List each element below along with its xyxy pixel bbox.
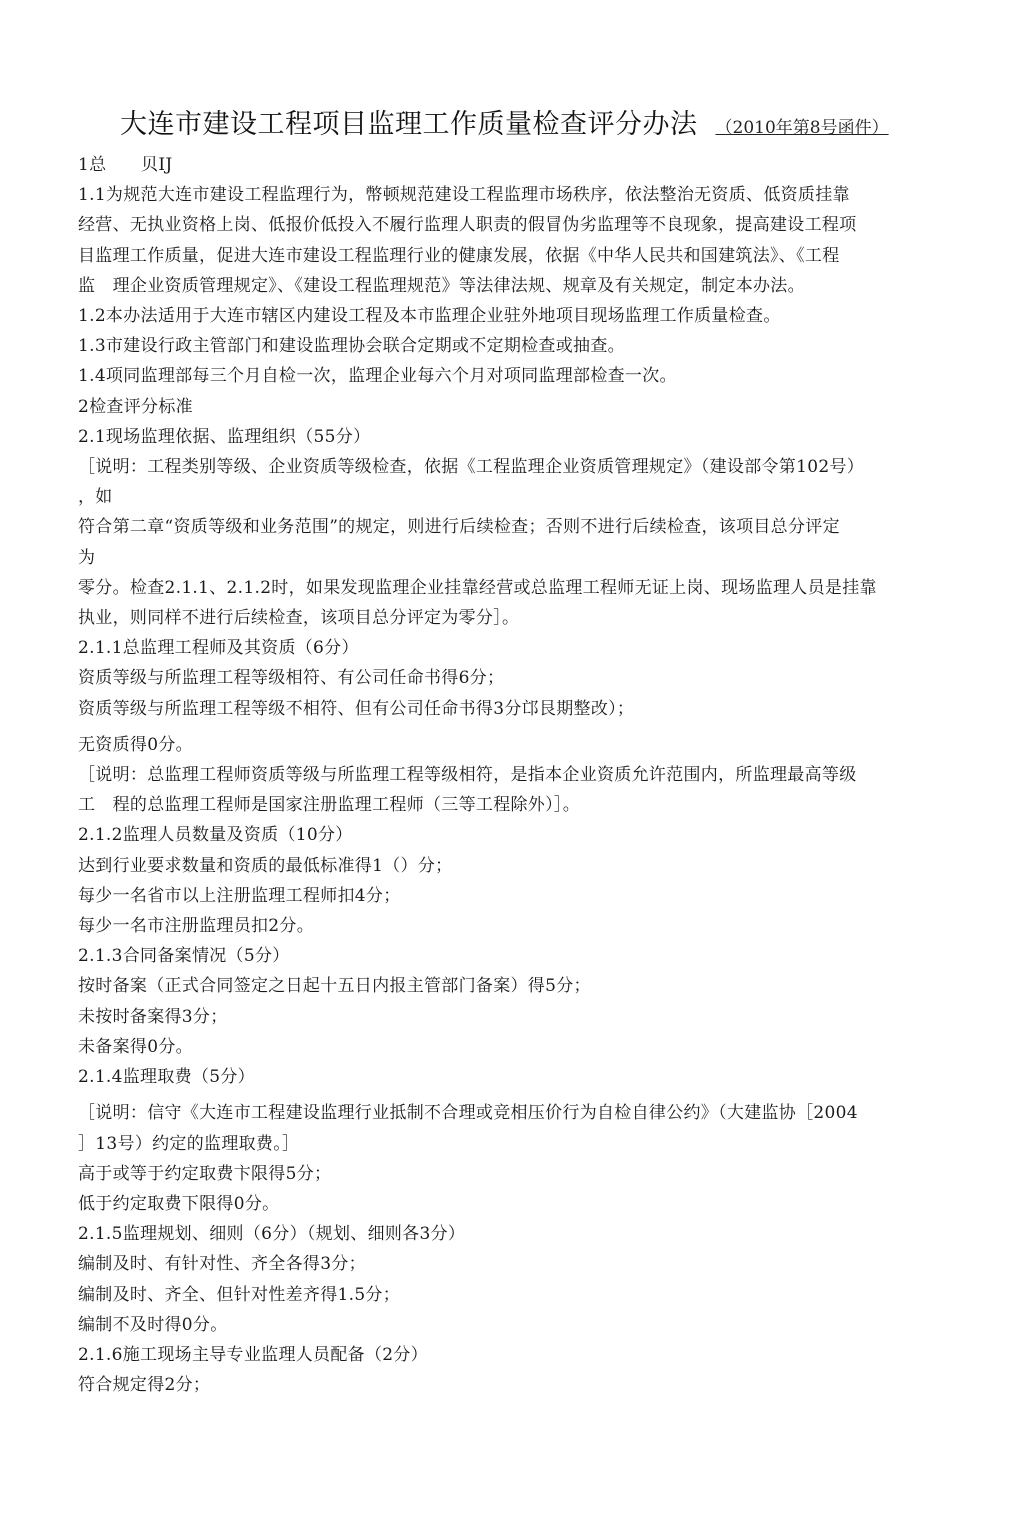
paragraph-line: 1.4项同监理部每三个月自检一次，监理企业每六个月对项同监理部检查一次。 bbox=[78, 366, 677, 387]
note-line: ［说明：工程类别等级、企业资质等级检查，依据《工程监理企业资质管理规定》（建设部令第102号） bbox=[78, 457, 865, 478]
criterion-line: 未按时备案得3分； bbox=[78, 1006, 228, 1027]
paragraph-line: 监 理企业资质管理规定》、《建设工程监理规范》等法律法规、规章及有关规定，制定本办法。 bbox=[78, 275, 805, 296]
note-line: ［说明：信守《大连市工程建设监理行业抵制不合理或竞相压价行为自检自律公约》（大建监协［2004 bbox=[78, 1103, 858, 1124]
subsection-heading: 2.1.1总监理工程师及其资质（6分） bbox=[78, 638, 359, 659]
document-title: 大连市建设工程项目监理工作质量检查评分办法 bbox=[120, 109, 698, 140]
criterion-line: 编制不及时得0分。 bbox=[78, 1314, 228, 1335]
criterion-line: 每少一名市注册监理员扣2分。 bbox=[78, 916, 315, 937]
criterion-line: 符合规定得2分； bbox=[78, 1375, 211, 1396]
note-line: 符合第二章“资质等级和业务范围”的规定，则进行后续检查；否则不进行后续检查，该项目总分评定 bbox=[78, 517, 840, 538]
document-body bbox=[78, 150, 948, 1400]
criterion-line: 未备案得0分。 bbox=[78, 1036, 193, 1057]
paragraph-line: 经营、无执业资格上岗、低报价低投入不履行监理人职责的假冒伪劣监理等不良现象，提高建设工程项 bbox=[78, 215, 857, 236]
title-row bbox=[120, 102, 980, 141]
subsection-heading: 2.1现场监理依据、监理组织（55分） bbox=[78, 426, 371, 447]
subsection-heading: 2.1.3合同备案情况（5分） bbox=[78, 946, 290, 967]
section-heading-general: 1总 贝IJ bbox=[78, 155, 173, 175]
paragraph-line: 1.2本办法适用于大连市辖区内建设工程及本市监理企业驻外地项目现场监理工作质量检查。 bbox=[78, 306, 781, 327]
note-line: ］13号）约定的监理取费。］ bbox=[78, 1133, 300, 1154]
criterion-line: 高于或等于约定取费卞限得5分； bbox=[78, 1163, 332, 1184]
note-line: 为 bbox=[78, 547, 96, 568]
subsection-heading: 2.1.6施工现场主导专业监理人员配备（2分） bbox=[78, 1344, 428, 1365]
note-line: 工 程的总监理工程师是国家注册监理工程师（三等工程除外）］。 bbox=[78, 795, 580, 816]
paragraph-line: 1.3市建设行政主管部门和建设监理协会联合定期或不定期检查或抽查。 bbox=[78, 336, 625, 357]
note-line: ［说明：总监理工程师资质等级与所监理工程等级相符，是指本企业资质允许范围内，所监理最高等级 bbox=[78, 765, 857, 786]
criterion-line: 每少一名省市以上注册监理工程师扣4分； bbox=[78, 885, 401, 906]
document-subtitle: （2010年第8号函件） bbox=[715, 118, 889, 138]
note-line: 执业，则同样不进行后续检查，该项目总分评定为零分］。 bbox=[78, 608, 520, 629]
note-line: 零分。检查2.1.1、2.1.2时，如果发现监理企业挂靠经营或总监理工程师无证上岗、现场监理人员是挂靠 bbox=[78, 577, 877, 598]
criterion-line: 编制及时、有针对性、齐全各得3分； bbox=[78, 1254, 366, 1275]
paragraph-line: 目监理工作质量，促进大连市建设工程监理行业的健康发展，依据《中华人民共和国建筑法》、《工程 bbox=[78, 245, 840, 266]
paragraph-line: 1.1为规范大连市建设工程监理行为，幣顿规范建设工程监理市场秩序，依法整治无资质、低资质挂靠 bbox=[78, 185, 850, 206]
criterion-line: 无资质得0分。 bbox=[78, 734, 193, 755]
criterion-line: 按时备案（正式合同签定之日起十五日内报主管部门备案）得5分； bbox=[78, 976, 591, 997]
criterion-line: 达到行业要求数量和资质的最低标准得1（）分； bbox=[78, 855, 453, 876]
subsection-heading: 2.1.2监理人员数量及资质（10分） bbox=[78, 825, 353, 846]
criterion-line: 资质等级与所监理工程等级相符、有公司任命书得6分； bbox=[78, 668, 505, 689]
subsection-heading: 2.1.5监理规划、细则（6分）（规划、细则各3分） bbox=[78, 1224, 466, 1245]
criterion-line: 编制及时、齐全、但针对性差齐得1.5分； bbox=[78, 1284, 401, 1305]
criterion-line: 低于约定取费下限得0分。 bbox=[78, 1193, 280, 1214]
subsection-heading: 2.1.4监理取费（5分） bbox=[78, 1067, 255, 1088]
section-heading-standards: 2检查评分标准 bbox=[78, 396, 193, 417]
criterion-line: 资质等级与所监理工程等级不相符、但有公司任命书得3分邙艮期整改）； bbox=[78, 698, 635, 719]
note-line: ，如 bbox=[78, 487, 113, 508]
